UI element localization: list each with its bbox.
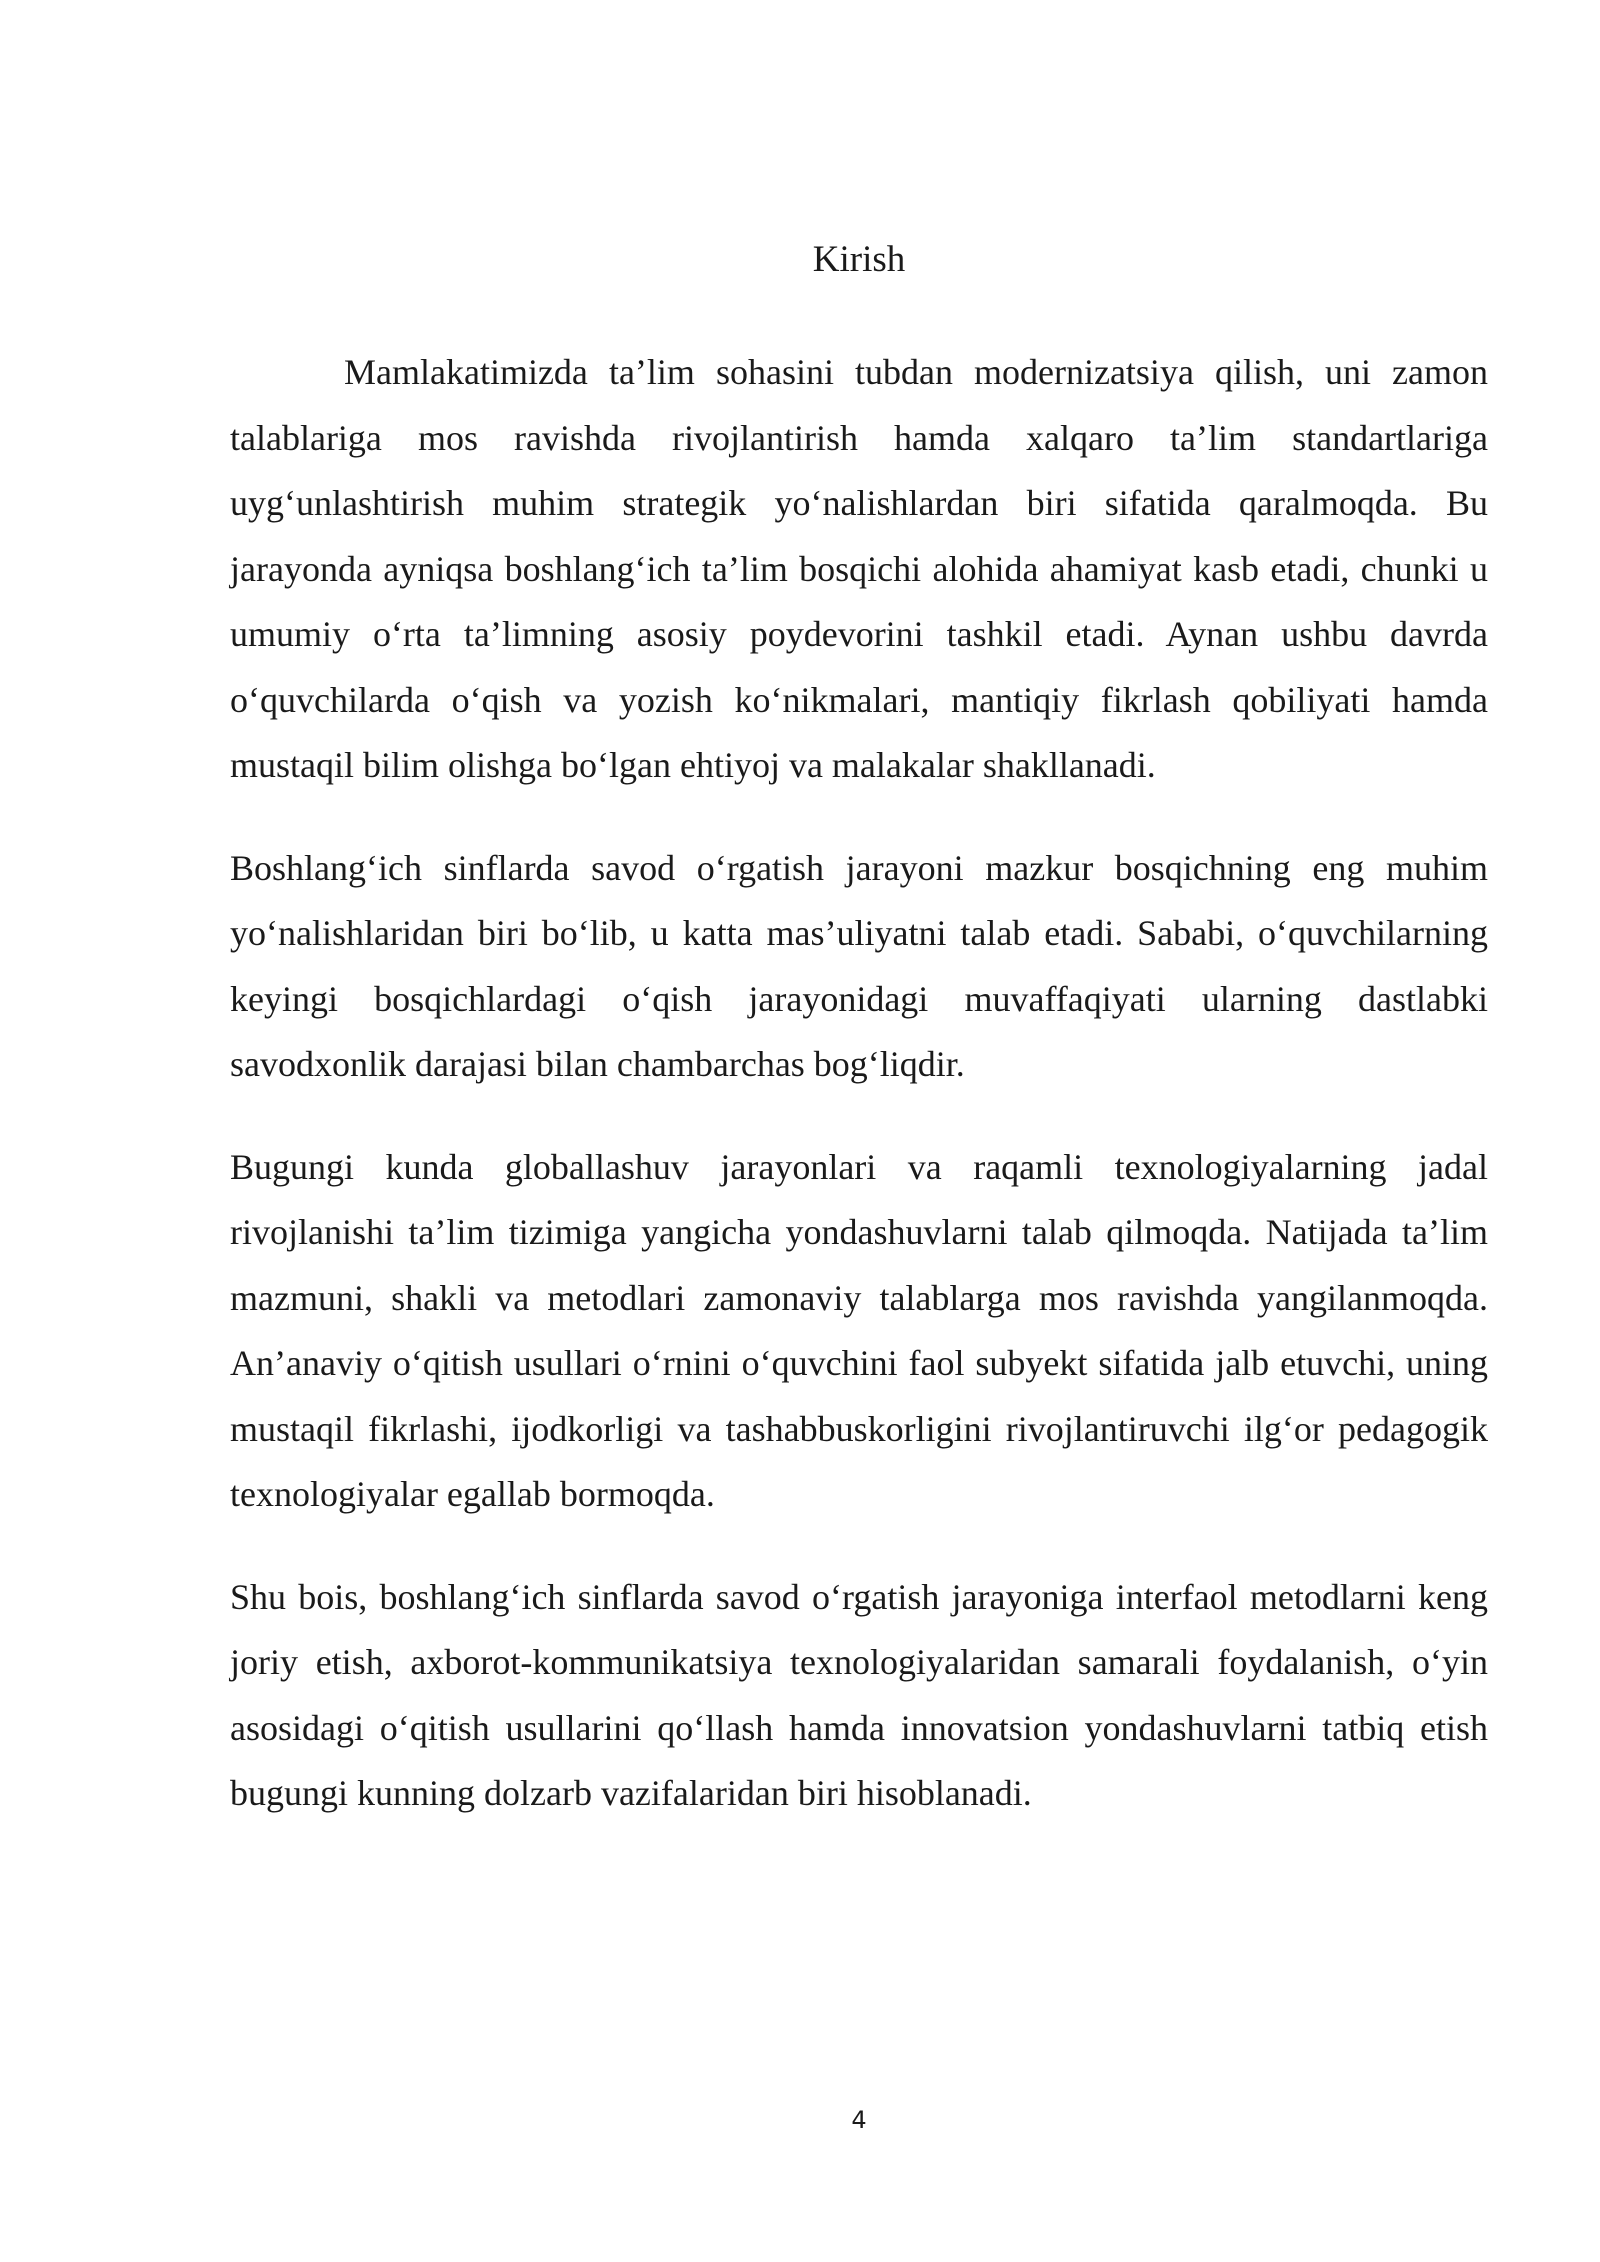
page-number: 4 (851, 2106, 867, 2134)
paragraph-2: Boshlang‘ich sinflarda savod o‘rgatish jarayoni mazkur bosqichning eng muhim yo‘nalishlaridan biri bo‘lib, u katta mas’uliyatni talab etadi. Sababi, o‘quvchilarning keyingi bosqichlardagi o‘qish jarayonidagi muvaffaqiyati ularning dastlabki savodxonlik darajasi bilan chambarchas bog‘liqdir. (230, 847, 1488, 1084)
paragraph-3: Bugungi kunda globallashuv jarayonlari va raqamli texnologiyalarning jadal rivojlanishi ta’lim tizimiga yangicha yondashuvlarni talab qilmoqda. Natijada ta’lim mazmuni, shakli va metodlari zamonaviy talablarga mos ravishda yangilanmoqda. An’anaviy o‘qitish usullari o‘rnini o‘quvchini faol subyekt sifatida jalb etuvchi, uning mustaqil fikrlashi, ijodkorligi va tashabbuskorligini rivojlantiruvchi ilg‘or pedagogik texnologiyalar egallab bormoqda. (230, 1146, 1488, 1514)
paragraph-4: Shu bois, boshlang‘ich sinflarda savod o‘rgatish jarayoniga interfaol metodlarni keng joriy etish, axborot-kommunikatsiya texnologiyalaridan samarali foydalanish, o‘yin asosidagi o‘qitish usullarini qo‘llash hamda innovatsion yondashuvlarni tatbiq etish bugungi kunning dolzarb vazifalaridan biri hisoblanadi. (230, 1576, 1488, 1813)
page-title: Kirish (812, 239, 906, 280)
document-body (230, 340, 1488, 1864)
paragraph-1: Mamlakatimizda ta’lim sohasini tubdan modernizatsiya qilish, uni zamon talablariga mos ravishda rivojlantirish hamda xalqaro ta’lim standartlariga uyg‘unlashtirish muhim strategik yo‘nalishlardan biri sifatida qaralmoqda. Bu jarayonda ayniqsa boshlang‘ich ta’lim bosqichi alohida ahamiyat kasb etadi, chunki u umumiy o‘rta ta’limning asosiy poydevorini tashkil etadi. Aynan ushbu davrda o‘quvchilarda o‘qish va yozish ko‘nikmalari, mantiqiy fikrlash qobiliyati hamda mustaqil bilim olishga bo‘lgan ehtiyoj va malakalar shakllanadi. (230, 352, 1488, 785)
